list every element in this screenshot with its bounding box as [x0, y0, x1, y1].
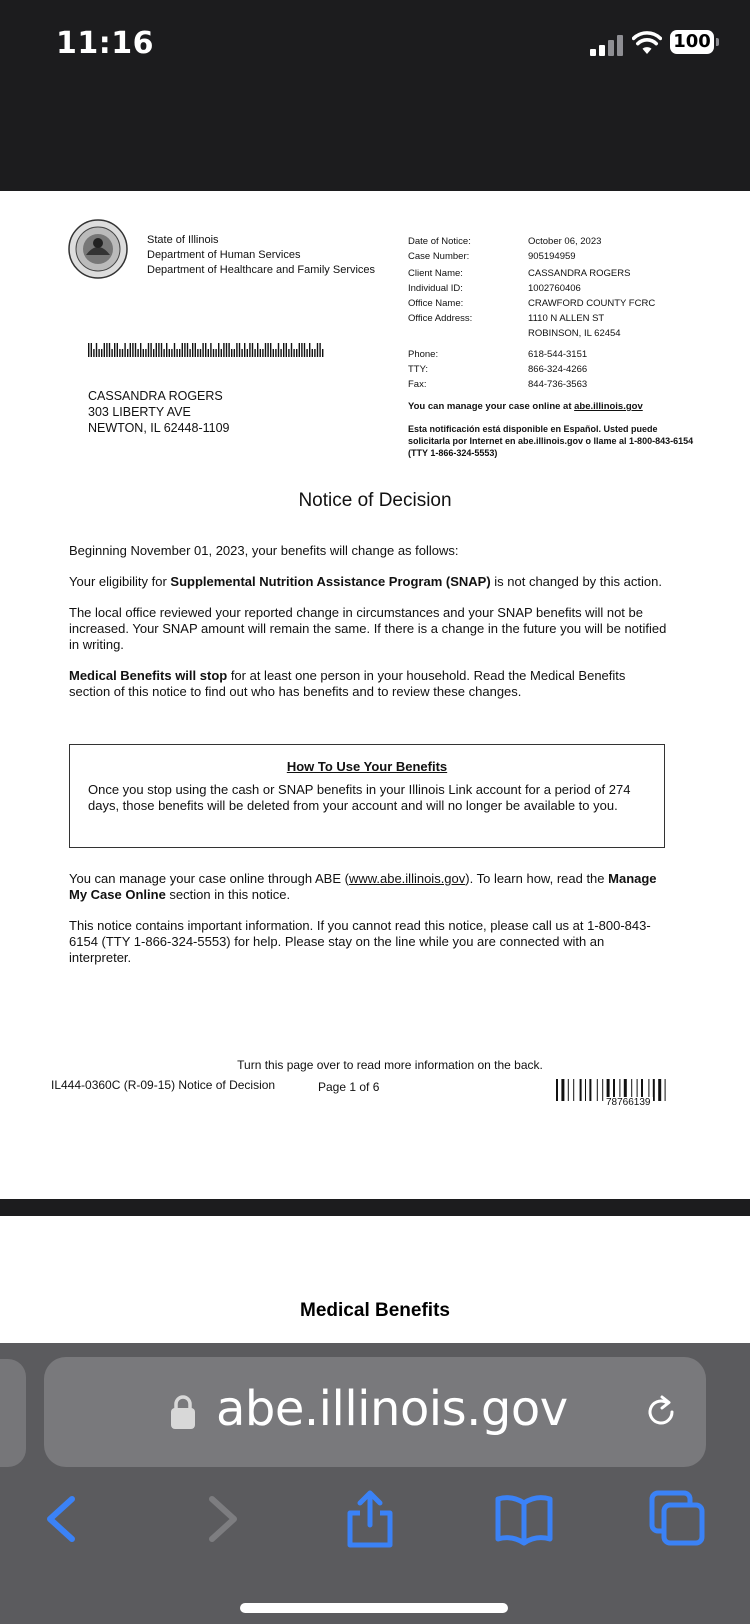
detail-value: ROBINSON, IL 62454 [528, 328, 621, 339]
detail-value: October 06, 2023 [528, 236, 602, 247]
text-run: for at least one person in your household. Read the Medical Benefits section of this notice to find out who has benefits and to review these changes. [69, 668, 626, 699]
next-page-title: Medical Benefits [300, 1300, 450, 1321]
online-management-note [408, 401, 643, 412]
address-bar[interactable] [44, 1357, 706, 1467]
emphasis: Medical Benefits will stop [69, 668, 228, 683]
notice-body-continued [69, 871, 669, 981]
text-run: ). To learn how, read the [465, 871, 609, 886]
address-line: CASSANDRA ROGERS [88, 389, 223, 403]
spanish-notice: Esta notificación está disponible en Español. Usted puede solicitarla por Internet en abe.illinois.gov o llame al 1-800-843-6154 (TTY 1-866-324-5553) [408, 424, 694, 458]
address-line: NEWTON, IL 62448-1109 [88, 421, 230, 435]
detail-value: 1110 N ALLEN ST [528, 313, 605, 324]
illinois-seal-icon [68, 219, 128, 279]
page-number: Page 1 of 6 [318, 1080, 380, 1094]
detail-value: 866-324-4266 [528, 364, 588, 375]
text-run: section in this notice. [165, 887, 291, 902]
snap-review-paragraph: The local office reviewed your reported change in circumstances and your SNAP benefits will not be increased. Your SNAP amount will remain the same. If there is a change in the future you will be notified in writing. [69, 605, 667, 652]
bookmarks-icon[interactable] [494, 1489, 554, 1549]
detail-value: 618-544-3151 [528, 349, 588, 360]
home-indicator[interactable] [240, 1603, 508, 1613]
help-paragraph: This notice contains important information. If you cannot read this notice, please call us at 1-800-843-6154 (TTY 1-866-324-5553) for help. Please stay on the line while you are connected with an interpreter. [69, 918, 651, 965]
cellular-signal-icon [590, 34, 626, 56]
text-run: Your eligibility for [69, 574, 171, 589]
abe-link[interactable]: abe.illinois.gov [574, 401, 643, 412]
detail-label: Office Name: [408, 298, 464, 309]
viewer-top-gap [0, 88, 750, 191]
browser-toolbar [0, 1343, 750, 1624]
notice-title: Notice of Decision [298, 490, 452, 511]
agency-line: Department of Healthcare and Family Services [147, 264, 376, 276]
detail-value: CRAWFORD COUNTY FCRC [528, 298, 656, 309]
wifi-icon [632, 30, 662, 56]
snap-eligibility-paragraph [69, 574, 669, 590]
detail-value: 1002760406 [528, 283, 581, 294]
abe-website-link[interactable]: www.abe.illinois.gov [348, 871, 466, 886]
back-icon[interactable] [36, 1489, 96, 1549]
notice-body [69, 543, 669, 715]
lock-icon [168, 1393, 198, 1431]
detail-label: Phone: [408, 349, 439, 360]
turn-page-note: Turn this page over to read more information on the back. [237, 1058, 543, 1072]
detail-label: Office Address: [408, 313, 473, 324]
share-icon[interactable] [340, 1489, 400, 1549]
detail-label: Date of Notice: [408, 236, 471, 247]
clock: 11:16 [56, 26, 154, 61]
medical-benefits-paragraph [69, 668, 669, 700]
barcode-number: 78766139 [606, 1097, 651, 1108]
box-text: Once you stop using the cash or SNAP benefits in your Illinois Link account for a period of 274 days, those benefits will be deleted from your account and will no longer be available to you. [88, 782, 631, 813]
section-reference: Manage My Case Online [69, 871, 657, 902]
benefits-info-box [69, 744, 665, 848]
agency-line: Department of Human Services [147, 249, 301, 261]
program-name: Supplemental Nutrition Assistance Program (SNAP) [170, 574, 491, 589]
reload-icon[interactable] [642, 1393, 680, 1431]
next-page [0, 1216, 750, 1343]
tabs-icon[interactable] [648, 1489, 708, 1549]
recipient-address [88, 388, 230, 436]
detail-label: Fax: [408, 379, 427, 390]
agency-line: State of Illinois [147, 234, 219, 246]
battery-icon: 100 [670, 30, 714, 54]
url-text[interactable]: abe.illinois.gov [216, 1381, 568, 1437]
detail-label: TTY: [408, 364, 429, 375]
detail-label: Client Name: [408, 268, 463, 279]
agency-block [147, 233, 375, 278]
text-run: You can manage your case online through ABE ( [69, 871, 349, 886]
effective-date-paragraph: Beginning November 01, 2023, your benefits will change as follows: [69, 543, 459, 558]
detail-value: CASSANDRA ROGERS [528, 268, 631, 279]
box-title: How To Use Your Benefits [286, 759, 448, 774]
status-bar [0, 0, 750, 88]
address-line: 303 LIBERTY AVE [88, 405, 191, 419]
manage-case-paragraph [69, 871, 669, 903]
page-separator [0, 1199, 750, 1216]
postal-barcode [88, 343, 328, 359]
form-id: IL444-0360C (R-09-15) Notice of Decision [51, 1078, 276, 1092]
notice-page [0, 191, 750, 1199]
detail-label: Case Number: [408, 251, 470, 262]
online-note-text: You can manage your case online at [408, 401, 575, 412]
detail-value: 905194959 [528, 251, 576, 262]
previous-tab-preview[interactable] [0, 1359, 26, 1467]
text-run: is not changed by this action. [490, 574, 662, 589]
detail-label: Individual ID: [408, 283, 463, 294]
detail-value: 844-736-3563 [528, 379, 588, 390]
forward-icon[interactable] [188, 1489, 248, 1549]
